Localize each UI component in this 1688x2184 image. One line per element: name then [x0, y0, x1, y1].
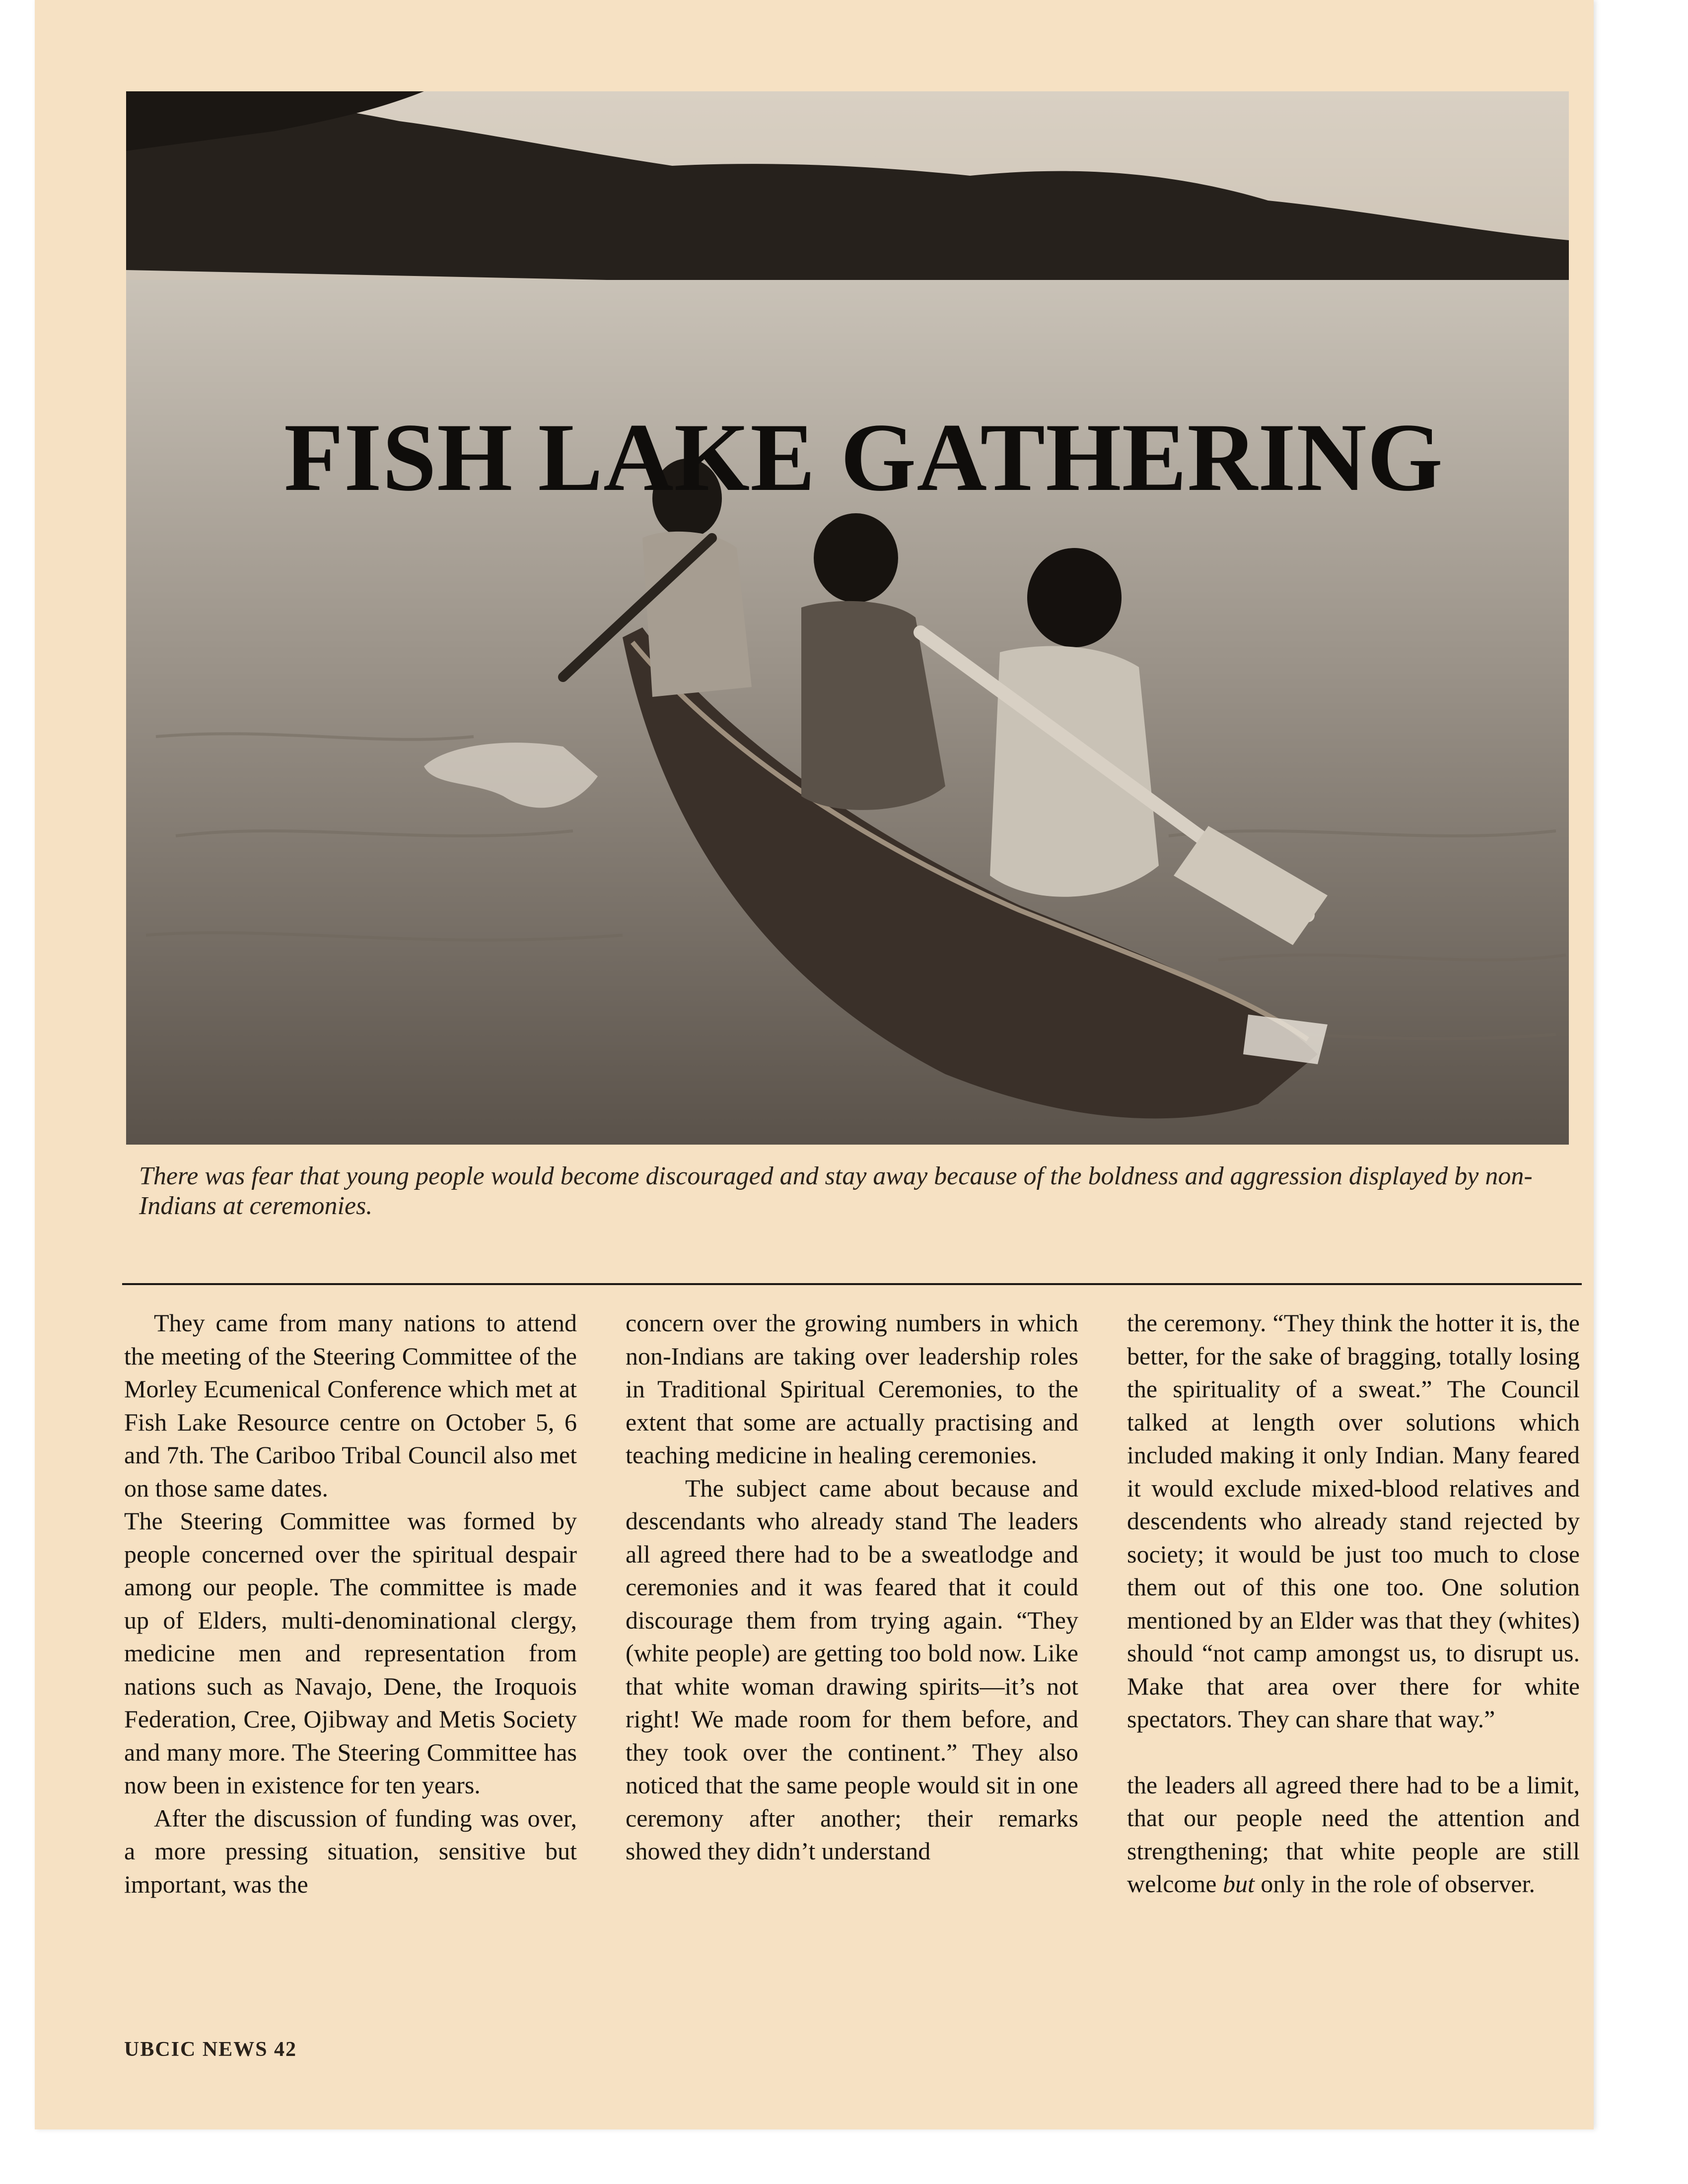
paragraph-text: the leaders all agreed there had to be a limit, that our people need the attention and strengthening; that white people are still welcome	[1127, 1771, 1580, 1898]
text-column-1	[124, 1306, 577, 1901]
text-column-3	[1127, 1306, 1580, 1901]
paragraph: They came from many nations to attend the meeting of the Steering Committee of the Morley Ecumenical Conference which met at Fish Lake Resource centre on October 5, 6 and 7th. The Cariboo Tribal Council also met on those same dates.	[124, 1309, 577, 1502]
paragraph: concern over the growing numbers in which non-Indians are taking over leadership roles in Traditional Spiritual Ceremonies, to the extent that some are actually practising and teaching medicine in healing ceremonies.	[626, 1309, 1078, 1469]
paragraph-with-emphasis	[1127, 1769, 1580, 1901]
paragraph: the ceremony. “They think the hotter it is, the better, for the sake of bragging, totally losing the spirituality of a sweat.” The Council talked at length over solutions which included making it only Indian. Many feared it would exclude mixed-blood relatives and descendents who already stand rejected by society; it would be just too much to close them out of this one too. One solution mentioned by an Elder was that they (whites) should “not camp amongst us, to disrupt us. Make that area over there for white spectators. They can share that way.”	[1127, 1309, 1580, 1733]
paragraph: The Steering Committee was formed by people concerned over the spiritual despair among our people. The committee is made up of Elders, multi-denominational clergy, medicine men and representation from nations such as Navajo, Dene, the Iroquois Federation, Cree, Ojibway and Metis Society and many more. The Steering Committee has now been in existence for ten years.	[124, 1507, 577, 1799]
text-column-2	[626, 1306, 1078, 1868]
divider-rule	[122, 1283, 1582, 1285]
paragraph-text: only in the role of observer.	[1261, 1870, 1536, 1898]
article-photo	[126, 91, 1569, 1145]
photo-caption: There was fear that young people would become discouraged and stay away because of the boldness and aggression displayed by non-Indians at ceremonies.	[139, 1162, 1533, 1220]
canoe-photo-illustration	[126, 91, 1569, 1145]
page-footer: UBCIC NEWS 42	[124, 2038, 297, 2061]
emphasis-text: but	[1222, 1870, 1255, 1898]
paragraph: The subject came about because and descendants who already stand The leaders all agreed there had to be a sweatlodge and ceremonies and it was feared that it could discourage them from trying again. “They (white people) are getting too bold now. Like that white woman drawing spirits—it’s not right! We made room for them before, and they took over the continent.” They also noticed that the same people would sit in one ceremony after another; their remarks showed they didn’t understand	[626, 1474, 1078, 1865]
paragraph: After the discussion of funding was over, a more pressing situation, sensitive but important, was the	[124, 1804, 577, 1898]
magazine-page	[35, 0, 1594, 2129]
article-headline: FISH LAKE GATHERING	[284, 404, 1444, 511]
